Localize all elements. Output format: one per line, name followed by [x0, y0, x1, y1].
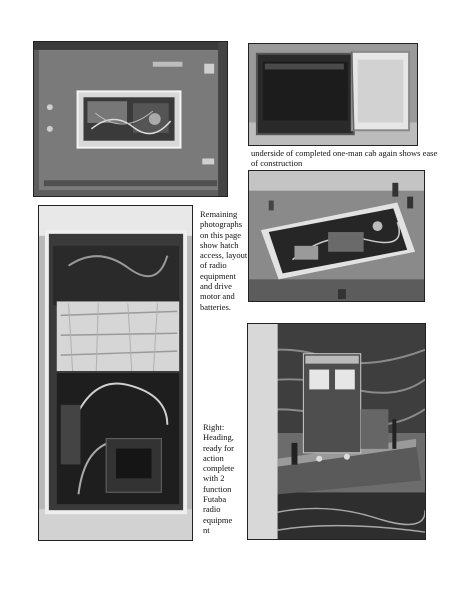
photo-heading-boat — [247, 323, 426, 540]
photo-cab-underside — [248, 43, 418, 146]
caption-remaining-photos: Remaining photographs on this page show hatch access, layout of radio equipment and drive motor and batteries. — [200, 209, 248, 312]
photo-hatch-radio — [248, 170, 425, 302]
photo-motor-batteries — [38, 205, 193, 541]
photo-deck-hatch — [33, 41, 228, 197]
caption-cab-underside: underside of completed one-man cab again shows ease of construction — [251, 148, 438, 169]
caption-right-heading: Right: Heading, ready for action complete with 2 function Futaba radio equipme nt — [203, 422, 235, 535]
